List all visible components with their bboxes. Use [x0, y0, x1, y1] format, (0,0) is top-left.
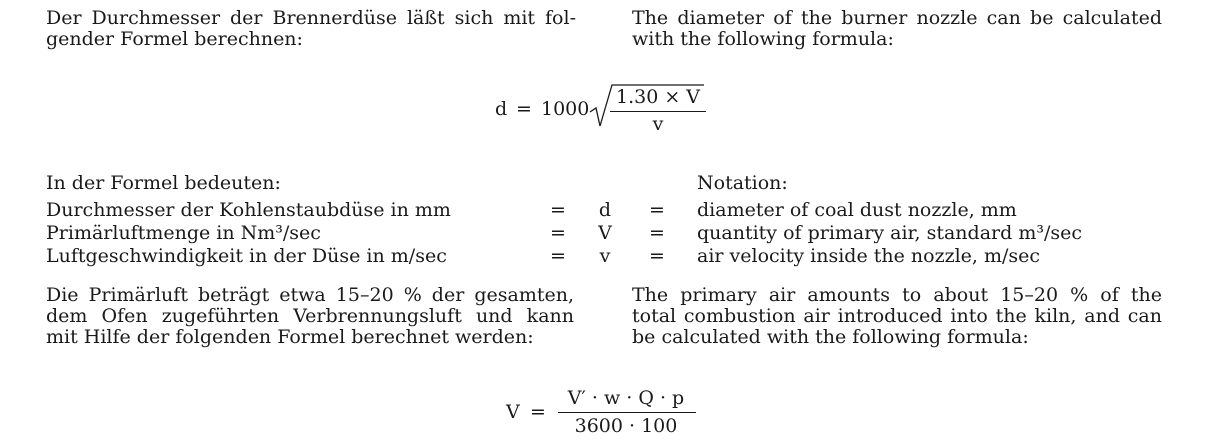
intro-de-line-2: gender Formel berechnen:	[46, 28, 303, 50]
primary-air-de-line-1: Die Primärluft beträgt etwa 15–20 % der gesamten,	[46, 284, 574, 306]
formula1-numerator: 1.30 × V	[615, 86, 701, 108]
primary-air-de-paragraph	[46, 285, 574, 348]
intro-en-paragraph	[632, 8, 1162, 50]
notation-row-eq2: =	[649, 245, 665, 267]
notation-row-de: Durchmesser der Kohlenstaubdüse in mm	[46, 199, 451, 221]
notation-row-en: air velocity inside the nozzle, m/sec	[697, 245, 1041, 267]
intro-en-line-2: with the following formula:	[632, 28, 894, 50]
notation-row-eq1: =	[550, 245, 566, 267]
notation-en-heading: Notation:	[697, 172, 788, 194]
formula1-equals: =	[516, 98, 532, 120]
notation-de-heading: In der Formel bedeuten:	[46, 172, 281, 194]
notation-row-de: Primärluftmenge in Nm³/sec	[46, 222, 321, 244]
notation-row-symbol: V	[598, 222, 612, 244]
primary-air-de-line-2: dem Ofen zugeführten Verbrennungsluft und kann	[46, 305, 574, 327]
notation-row-symbol: v	[599, 245, 611, 267]
notation-row-de: Luftgeschwindigkeit in der Düse in m/sec	[46, 245, 447, 267]
intro-de-line-1: Der Durchmesser der Brennerdüse läßt sich mit fol-	[46, 7, 576, 29]
notation-row-symbol: d	[598, 199, 612, 221]
intro-en-line-1: The diameter of the burner nozzle can be calculated	[632, 7, 1162, 29]
formula2-lhs: V	[506, 401, 520, 423]
formula2-fraction-bar	[558, 412, 696, 413]
formula1-fraction-bar	[610, 111, 706, 112]
primary-air-de-line-3: mit Hilfe der folgenden Formel berechnet werden:	[46, 326, 534, 348]
formula2-denominator: 3600 · 100	[574, 415, 678, 437]
primary-air-en-line-1: The primary air amounts to about 15–20 % of the	[632, 284, 1162, 306]
notation-row-eq2: =	[649, 222, 665, 244]
formula2-equals: =	[530, 401, 546, 423]
intro-de-paragraph	[46, 8, 576, 50]
formula1-lhs: d	[495, 98, 508, 120]
formula2-numerator: V′ · w · Q · p	[567, 387, 685, 409]
notation-row-eq1: =	[550, 222, 566, 244]
primary-air-en-paragraph	[632, 285, 1162, 348]
formula1-coefficient: 1000	[541, 98, 590, 120]
formula1-denominator: v	[652, 113, 664, 135]
notation-row-eq2: =	[649, 199, 665, 221]
primary-air-en-line-2: total combustion air introduced into the kiln, and can	[632, 305, 1162, 327]
primary-air-en-line-3: be calculated with the following formula:	[632, 326, 1029, 348]
notation-row-eq1: =	[550, 199, 566, 221]
notation-row-en: diameter of coal dust nozzle, mm	[697, 199, 1017, 221]
notation-row-en: quantity of primary air, standard m³/sec	[697, 222, 1082, 244]
